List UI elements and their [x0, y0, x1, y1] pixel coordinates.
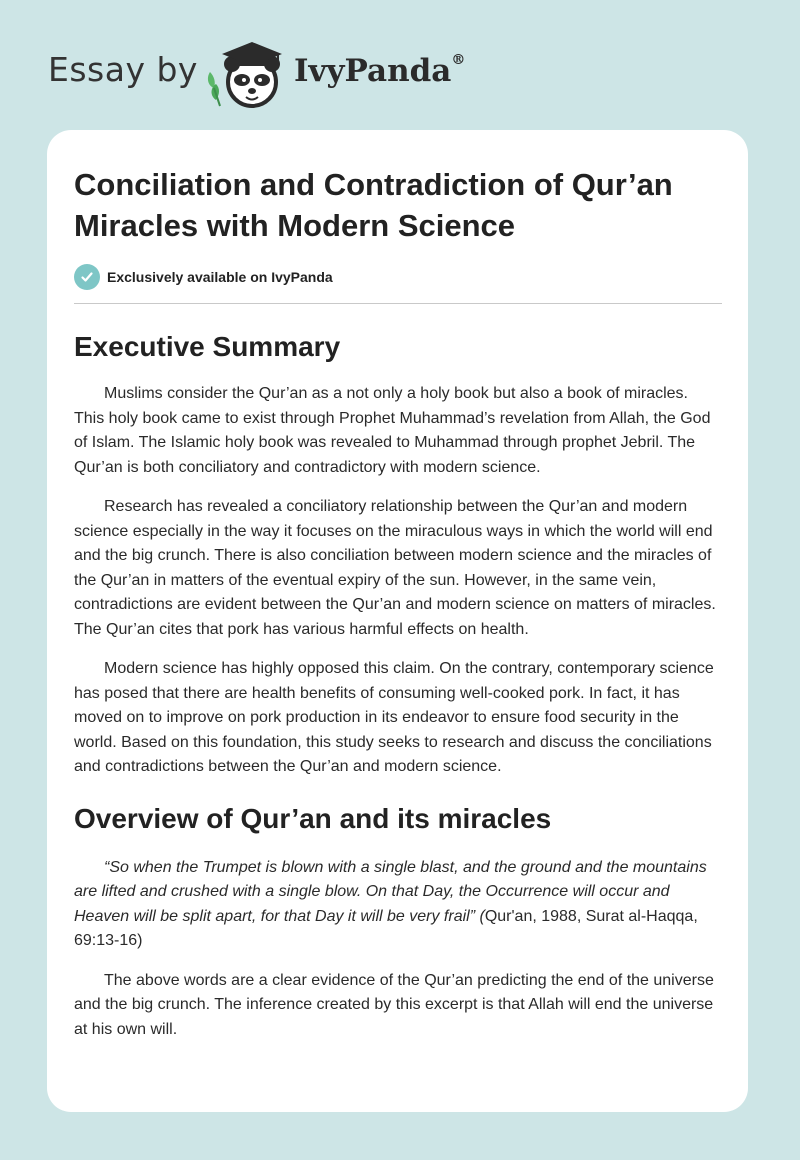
badge-label: Exclusively available on IvyPanda	[107, 269, 333, 285]
page-title: Conciliation and Contradiction of Qur’an Miracles with Modern Science	[74, 167, 673, 243]
ivypanda-logo-icon[interactable]	[202, 34, 292, 110]
divider	[74, 303, 722, 304]
site-header	[48, 30, 548, 110]
quote-text: “So when the Trumpet is blown with a single blast, and the ground and the mountains are lifted and crushed with a single blow. On that Day, the Occurrence will occur and Heaven will be split apart, for that Day it will be very frail” (	[74, 858, 707, 925]
essay-by-label: Essay by	[48, 50, 198, 89]
paragraph: Research has revealed a conciliatory relationship between the Qur’an and modern science especially in the way it focuses on the miraculous ways in which the world will end and the big crunch. There is also conciliation between modern science and the miracles of the Qur’an in matters of the eventual expiry of the sun. However, in the same vein, contradictions are evident between the Qur’an and modern science on matters of miracles. The Qur’an cites that pork has various harmful effects on health.	[74, 498, 716, 638]
paragraph: Modern science has highly opposed this claim. On the contrary, contemporary science has posed that there are health benefits of consuming well-cooked pork. In fact, it has moved on to improve on pork production in its endeavor to ensure food security in the world. Based on this foundation, this study seeks to research and discuss the conciliations and contradictions between the Qur’an and modern science.	[74, 660, 714, 775]
paragraph: The above words are a clear evidence of the Qur’an predicting the end of the universe and the big crunch. The inference created by this excerpt is that Allah will end the universe at his own will.	[74, 971, 714, 1038]
check-icon	[74, 264, 100, 290]
quote-paragraph	[74, 856, 722, 954]
brand-name[interactable]: IvyPanda®	[294, 51, 466, 89]
essay-card	[47, 130, 748, 1112]
section-heading-executive-summary: Executive Summary	[74, 331, 341, 362]
section-heading-overview: Overview of Qur’an and its miracles	[74, 802, 552, 834]
quote-citation: Qur'an, 1988, Surat al-Haqqa, 69:13-16)	[74, 907, 698, 949]
paragraph: Muslims consider the Qur’an as a not only a holy book but also a book of miracles. This holy book came to exist through Prophet Muhammad’s revelation from Allah, the God of Islam. The Islamic holy book was revealed to Muhammad through prophet Jebril. The Qur’an is both conciliatory and contradictory with modern science.	[74, 385, 711, 476]
exclusive-badge	[74, 264, 722, 290]
essay-content	[74, 164, 722, 1057]
registered-mark: ®	[451, 51, 466, 68]
